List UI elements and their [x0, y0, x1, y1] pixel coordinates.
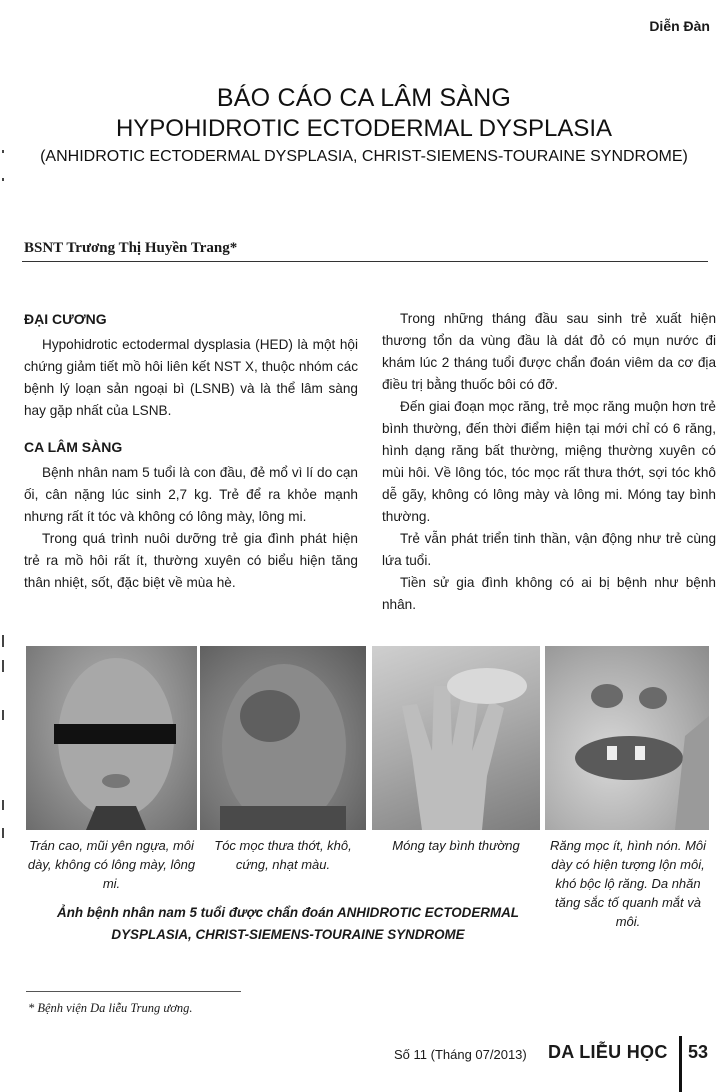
margin-mark: [2, 178, 4, 181]
photo-mouth-teeth-drawing: [545, 646, 709, 830]
body-column-right: [382, 308, 716, 616]
paragraph: Trong những tháng đầu sau sinh trẻ xuất hiện thương tổn da vùng đầu là dát đỏ có mụn nước đi khám lúc 2 tháng tuổi được chẩn đoán viêm da cơ địa điều trị bằng thuốc bôi có đỡ.: [382, 311, 716, 392]
margin-mark: [2, 828, 4, 838]
margin-mark: [2, 635, 4, 647]
figure-title: Ảnh bệnh nhân nam 5 tuổi được chẩn đoán ANHIDROTIC ECTODERMAL DYSPLASIA, CHRIST-SIEMENS-TOURAINE SYNDROME: [57, 905, 519, 942]
margin-mark: [2, 800, 4, 810]
paragraph: Tiền sử gia đình không có ai bị bệnh như bệnh nhân.: [382, 575, 716, 612]
photo-scalp-back-drawing: [200, 646, 366, 830]
photo-face-front: [26, 646, 197, 830]
paragraph: Trẻ vẫn phát triển tinh thần, vận động như trẻ cùng lứa tuổi.: [382, 531, 716, 568]
photo-scalp-back: [200, 646, 366, 830]
photo-mouth-teeth: [545, 646, 709, 830]
issue-label: Số 11 (Tháng 07/2013): [394, 1047, 527, 1062]
paragraph: Trong quá trình nuôi dưỡng trẻ gia đình phát hiện trẻ ra mồ hôi rất ít, thường xuyên có biểu hiện tăng thân nhiệt, sốt, đặc biệt về mùa hè.: [24, 531, 358, 590]
author-line: BSNT Trương Thị Huyền Trang*: [24, 240, 238, 256]
photo-hand-nails-drawing: [372, 646, 540, 830]
photo-face-front-drawing: [26, 646, 197, 830]
body-column-left: [24, 308, 358, 594]
photo-caption-4: Răng mọc ít, hình nón. Môi dày có hiện tượng lộn môi, khó bộc lộ răng. Da nhăn tăng sắc tố quanh mắt và môi.: [549, 838, 707, 929]
photo-caption-1: Trán cao, mũi yên ngựa, môi dày, không có lông mày, lông mi.: [27, 838, 196, 891]
section-heading-ca-lam-sang: CA LÂM SÀNG: [24, 439, 123, 455]
photo-caption-3: Móng tay bình thường: [392, 838, 520, 853]
paragraph: Hypohidrotic ectodermal dysplasia (HED) là một hội chứng giảm tiết mồ hôi liên kết NST X, thuộc nhóm các bệnh lý loạn sản ngoại bì (LSNB) và là thể lâm sàng hay gặp nhất của LSNB.: [24, 337, 358, 418]
photo-caption-2: Tóc mọc thưa thớt, khô, cứng, nhạt màu.: [214, 838, 352, 872]
article-title-line-1: BÁO CÁO CA LÂM SÀNG: [216, 84, 512, 112]
footnote: * Bệnh viện Da liễu Trung ương.: [28, 1001, 193, 1015]
author-divider: [22, 261, 708, 262]
margin-mark: [2, 150, 4, 153]
footer-divider-bar: [679, 1036, 682, 1092]
page-number: 53: [688, 1042, 709, 1062]
article-title-line-2: HYPOHIDROTIC ECTODERMAL DYSPLASIA: [115, 115, 613, 142]
paragraph: Đến giai đoạn mọc răng, trẻ mọc răng muộn hơn trẻ bình thường, đến thời điểm hiện tại mới chỉ có 6 răng, hình dạng răng bất thường, miệng thường xuyên có mùi hôi. Về lông tóc, tóc mọc rất thưa thớt, sợi tóc khô dễ gãy, không có lông mày và lông mi. Móng tay bình thường.: [382, 399, 716, 524]
section-tag: Diễn Đàn: [649, 18, 710, 34]
footnote-divider: [26, 991, 241, 992]
paragraph: Bệnh nhân nam 5 tuổi là con đầu, đẻ mổ vì lí do cạn ối, cân nặng lúc sinh 2,7 kg. Trẻ để ra khỏe mạnh nhưng rất ít tóc và không có lông mày, lông mi.: [24, 465, 358, 524]
photo-hand-nails: [372, 646, 540, 830]
margin-mark: [2, 660, 4, 672]
journal-name: DA LIỄU HỌC: [548, 1042, 668, 1062]
article-subtitle: (ANHIDROTIC ECTODERMAL DYSPLASIA, CHRIST-SIEMENS-TOURAINE SYNDROME): [40, 148, 688, 165]
margin-mark: [2, 710, 4, 720]
section-heading-dai-cuong: ĐẠI CƯƠNG: [24, 311, 107, 327]
